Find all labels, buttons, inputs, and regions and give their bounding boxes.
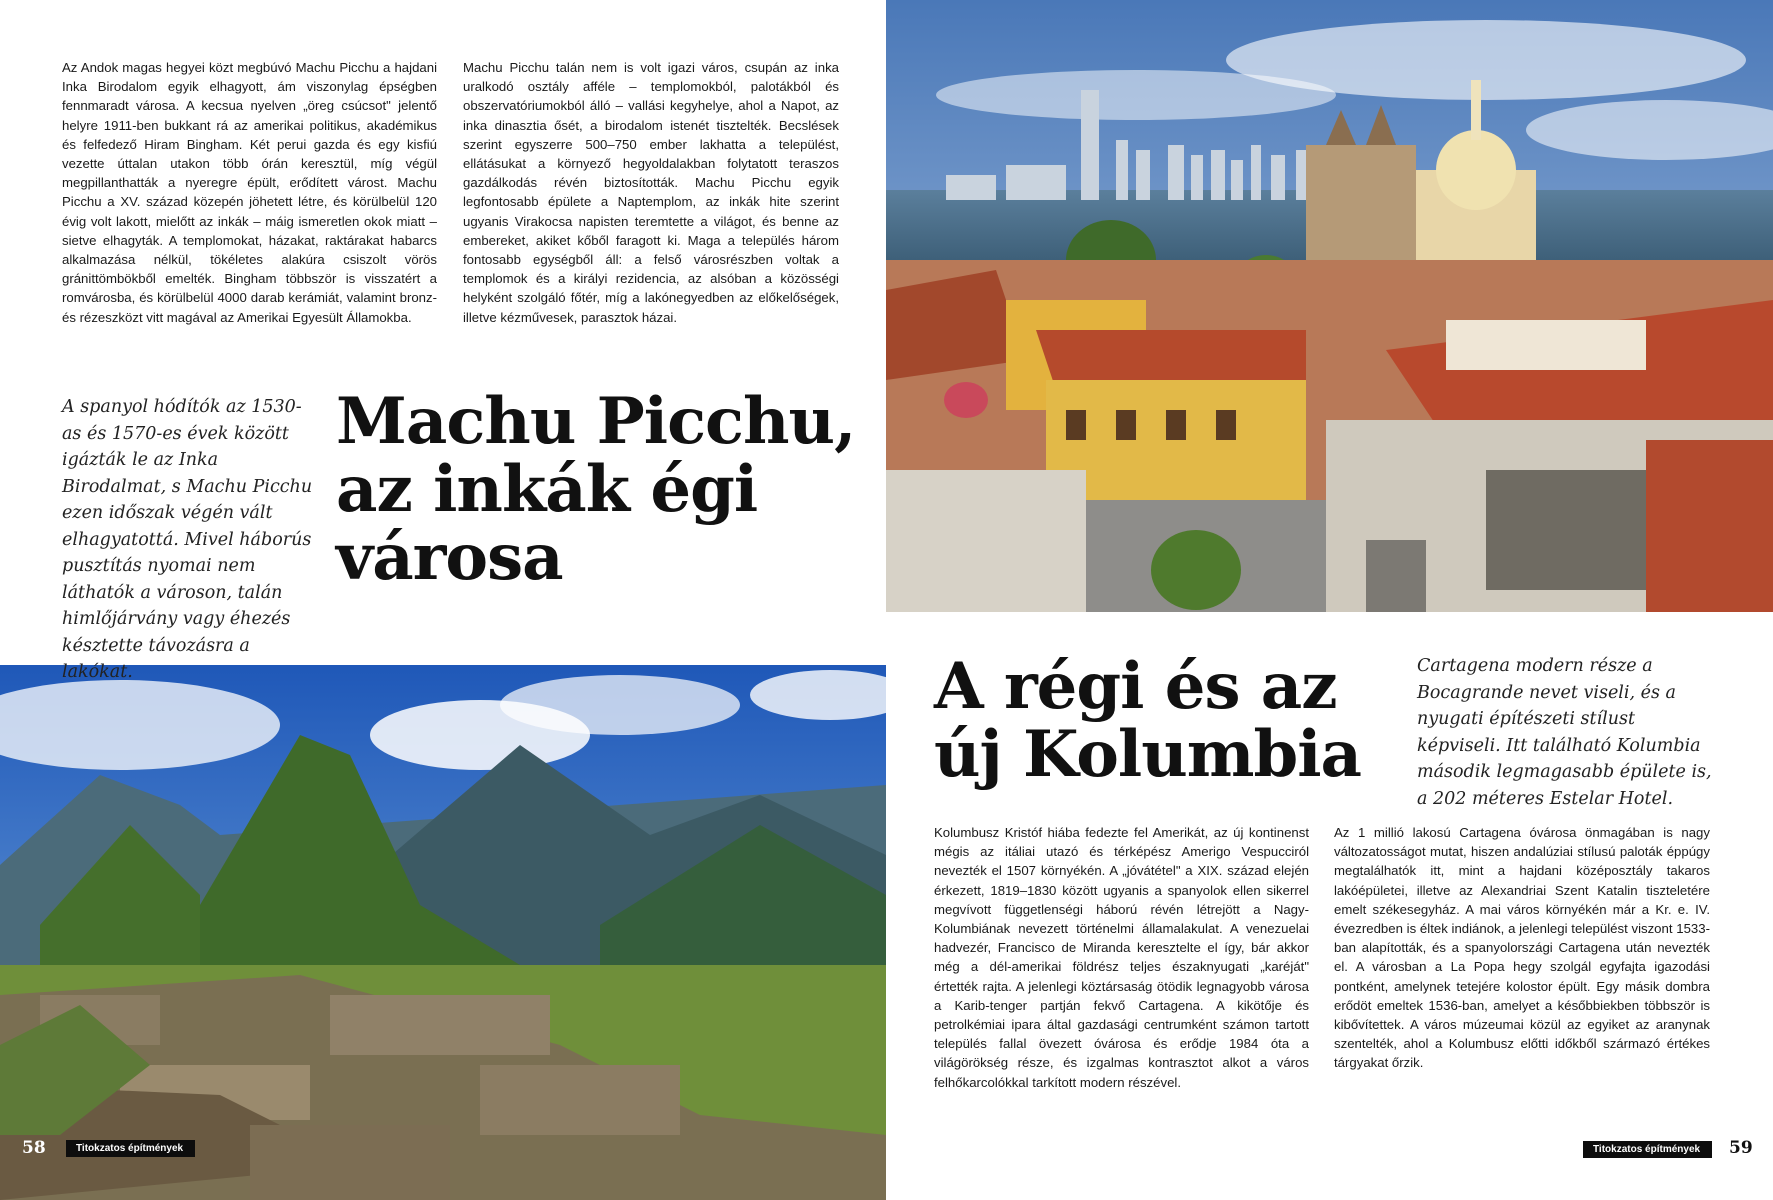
left-headline-line-2: az inkák égi [336,452,758,527]
cartagena-photo [886,0,1773,612]
right-body-column-2: Az 1 millió lakosú Cartagena óvárosa önmagában is nagy változatosságot mutat, hiszen andalúziai stílusú paloták éppúgy megtalálhatók itt, mint a hajdani középosztály takaros lakóépületei, illetve az Alexandriai Szent Katalin tiszteletére emelt székesegyház. A mai város környékén már a Kr. e. IV. évezredben is éltek indiánok, a jelenlegi települést viszont 1533-ban alapították, és a spanyolországi Cartagena után nevezték el. A városban a La Popa hegy szolgál egyfajta igazodási pontként, amelynek tetejére kolostor épült. Egy másik dombra erődöt emeltek 1536-ban, amelyet a későbbiekben többször is kibővítettek. A város múzeumai közül az egyiket az aranynak szentelték, ahol a Kolumbusz előtti időkből származó értékes tárgyakat őrzik. [1334,825,1710,1071]
left-body-column-2: Machu Picchu talán nem is volt igazi város, csupán az inka uralkodó osztály afféle – templomokból, palotákból és obszervatóriumokból álló – vallási kegyhelye, ahol a Napot, az inka dinasztia ősét, a birodalom istenét tisztelték. Becslések szerint egyszerre 500–750 ember lakhatta a települést, ellátásukat a környező hegyoldalakban folytatott teraszos gazdálkodás révén biztosították. Machu Picchu egyik legfontosabb épülete a Naptemplom, az inkák hite szerint ugyanis Virakocsa napisten teremtette a világot, és benne az embereket, akiket kőből faragott ki. Maga a település három fontosabb egységből áll: a felső városrészben voltak a templomok és a királyi rezidencia, az alsóban a közösségi helyként szolgáló főtér, míg a lakónegyedben az előkelőségek, illetve kézművesek, parasztok házai. [463,60,839,325]
left-headline [336,384,856,595]
left-body-column-1: Az Andok magas hegyei közt megbúvó Machu Picchu a hajdani Inka Birodalom egyik elhagyott, ám viszonylag épségben fennmaradt városa. A kecsua nyelven „öreg csúcsot" jelentő helyre 1911-ben bukkant rá az amerikai politikus, akadémikus és felfedező Hiram Bingham. Két perui gazda és egy kisfiú vezette úttalan utakon több órán keresztül, míg végül megpillanthatták a nyeregre épült, erődített várost. Machu Picchu a XV. század közepén jöhetett létre, és körülbelül 120 évig volt lakott, mielőtt az inkák – máig ismeretlen okok miatt – sietve elhagyták. A templomokat, házakat, raktárakat habarcs alkalmazása nélkül, tökéletes alakúra csiszolt vörös gránittömbökből emelték. Bingham többször is visszatért a romvárosba, és körülbelül 4000 darab kerámiát, valamint bronz- és rézeszközt vitt magával az Amerikai Egyesült Államokba. [62,60,437,325]
right-pullquote: Cartagena modern része a Bocagrande nevet viseli, és a nyugati építészeti stílust képviseli. Itt található Kolumbia második legmagasabb épülete is, a 202 méteres Estelar Hotel. [1417,656,1712,809]
right-headline-line-2: új Kolumbia [934,717,1361,792]
right-footer-tag: Titokzatos építmények [1583,1141,1712,1158]
right-body-column-1: Kolumbusz Kristóf hiába fedezte fel Amerikát, az új kontinenst mégis az itáliai utazó és térképész Amerigo Vespucciról nevezték el 1507 környékén. A „jóvátétel" a XIX. század elején érkezett, 1819–1830 között ugyanis a spanyolok ellen sikerrel megvívott függetlenségi háború révén létrejött a Nagy-Kolumbiának nevezett történelmi államalakulat. A venezuelai hadvezér, Francisco de Miranda keresztelte el így, bár akkor még a dél-amerikai földrész teljes északnyugati „karéját" értették rajta. A jelenlegi köztársaság ötödik legnagyobb városa a Karib-tenger partján fekvő Cartagena. A kikötője és petrolkémiai ipara által gazdasági centrumként számon tartott település fallal övezett óvárosa és erődje 1984 óta a világörökség része, és izgalmas kontrasztot alkot a város felhőkarcolókkal tarkított modern részével. [934,825,1309,1090]
left-headline-line-3: városa [336,520,563,595]
right-page-number: 59 [1729,1138,1753,1158]
machu-picchu-photo [0,665,886,1200]
left-pullquote: A spanyol hódítók az 1530-as és 1570-es évek között igázták le az Inka Birodalmat, s Machu Picchu ezen időszak végén vált elhagyatottá. Mivel háborús pusztítás nyomai nem láthatók a városon, talán himlőjárvány vagy éhezés késztette távozásra a lakókat. [62,397,313,682]
right-headline [934,649,1404,792]
left-page-number: 58 [22,1138,46,1158]
left-footer-tag: Titokzatos építmények [66,1140,195,1157]
right-headline-line-1: A régi és az [934,649,1337,724]
left-headline-line-1: Machu Picchu, [336,384,856,459]
